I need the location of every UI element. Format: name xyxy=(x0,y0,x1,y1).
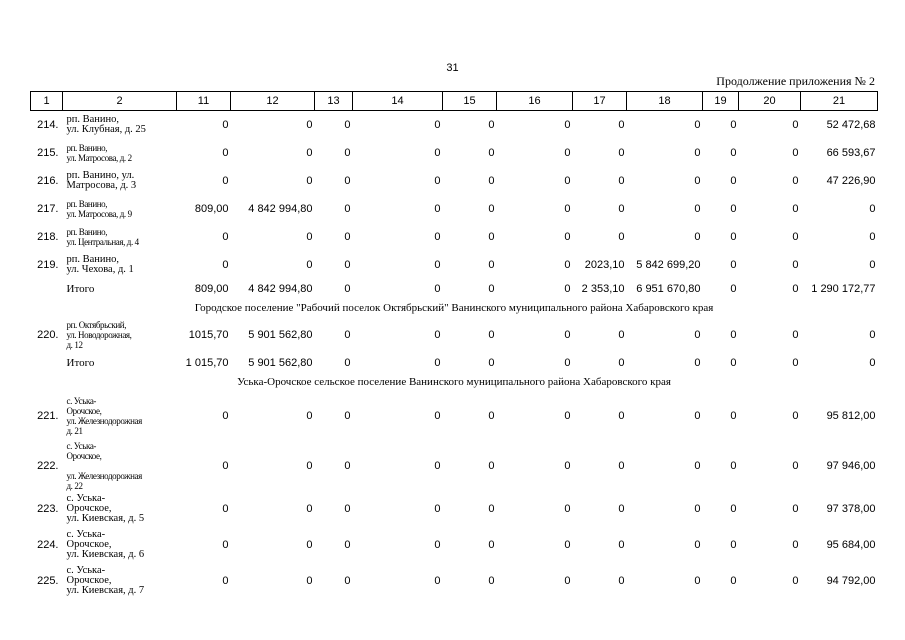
total-cell: 0 xyxy=(344,283,351,295)
value-cell: 2023,10 xyxy=(584,259,625,271)
value-cell: 0 xyxy=(306,539,313,551)
total-cell: 0 xyxy=(792,283,799,295)
row-number: 224. xyxy=(37,539,59,551)
total-row xyxy=(31,353,878,373)
data-table xyxy=(30,91,878,599)
value-cell: 0 xyxy=(306,119,313,131)
value-cell: 0 xyxy=(618,460,625,472)
value-cell: 0 xyxy=(344,231,351,243)
address-cell: рп. Ванино, ул. Матросова, д. 3 xyxy=(66,170,137,191)
table-row xyxy=(31,491,878,527)
address-cell: рп. Ванино, ул. Центральная, д. 4 xyxy=(66,227,139,247)
value-cell: 0 xyxy=(792,539,799,551)
value-cell: 0 xyxy=(564,503,571,515)
table-row xyxy=(31,195,878,223)
column-header: 16 xyxy=(497,92,573,111)
value-cell: 0 xyxy=(694,539,701,551)
value-cell: 0 xyxy=(222,539,229,551)
value-cell: 0 xyxy=(434,259,441,271)
value-cell: 0 xyxy=(344,203,351,215)
value-cell: 0 xyxy=(344,503,351,515)
total-cell: 0 xyxy=(564,283,571,295)
value-cell: 97 378,00 xyxy=(826,503,876,515)
value-cell: 0 xyxy=(792,119,799,131)
value-cell: 0 xyxy=(564,575,571,587)
header-row xyxy=(31,92,878,111)
table-row xyxy=(31,391,878,441)
value-cell: 0 xyxy=(694,575,701,587)
address-cell: рп. Ванино, ул. Матросова, д. 9 xyxy=(66,199,132,219)
value-cell: 0 xyxy=(564,203,571,215)
column-header: 21 xyxy=(801,92,878,111)
table-row xyxy=(31,111,878,140)
value-cell: 0 xyxy=(564,119,571,131)
value-cell: 5 842 699,20 xyxy=(636,259,701,271)
value-cell: 0 xyxy=(792,329,799,341)
total-cell: 0 xyxy=(730,357,737,369)
row-number: 215. xyxy=(37,147,59,159)
column-header: 2 xyxy=(63,92,177,111)
value-cell: 5 901 562,80 xyxy=(248,329,313,341)
value-cell: 0 xyxy=(618,503,625,515)
total-cell: 0 xyxy=(434,283,441,295)
table-row xyxy=(31,317,878,353)
value-cell: 0 xyxy=(792,203,799,215)
row-number: 219. xyxy=(37,259,59,271)
address-cell: рп. Октябрьский, ул. Новодорожная, д. 12 xyxy=(66,320,132,350)
value-cell: 0 xyxy=(222,410,229,422)
total-cell: 0 xyxy=(488,357,495,369)
value-cell: 0 xyxy=(488,575,495,587)
address-cell: рп. Ванино, ул. Матросова, д. 2 xyxy=(66,143,132,163)
total-cell: 0 xyxy=(618,357,625,369)
column-header: 17 xyxy=(573,92,627,111)
value-cell: 0 xyxy=(694,175,701,187)
address-cell: с. Уська- Орочское, ул. Железнодорожная д. 22 xyxy=(66,441,142,491)
value-cell: 0 xyxy=(488,203,495,215)
column-header: 13 xyxy=(315,92,353,111)
value-cell: 0 xyxy=(434,410,441,422)
total-cell: 0 xyxy=(792,357,799,369)
value-cell: 0 xyxy=(792,460,799,472)
value-cell: 0 xyxy=(792,175,799,187)
value-cell: 0 xyxy=(792,503,799,515)
value-cell: 0 xyxy=(869,231,876,243)
value-cell: 0 xyxy=(306,147,313,159)
total-cell: 0 xyxy=(694,357,701,369)
address-cell: рп. Ванино, ул. Чехова, д. 1 xyxy=(66,254,134,275)
total-cell: 6 951 670,80 xyxy=(636,283,701,295)
total-row xyxy=(31,279,878,299)
value-cell: 0 xyxy=(618,203,625,215)
value-cell: 0 xyxy=(694,460,701,472)
column-header: 18 xyxy=(627,92,703,111)
value-cell: 0 xyxy=(344,119,351,131)
value-cell: 66 593,67 xyxy=(826,147,876,159)
value-cell: 0 xyxy=(344,329,351,341)
section-heading: Городское поселение "Рабочий поселок Октябрьский" Ванинского муниципального района Хабаровского края xyxy=(194,302,714,314)
value-cell: 0 xyxy=(306,231,313,243)
value-cell: 0 xyxy=(694,329,701,341)
value-cell: 0 xyxy=(694,231,701,243)
value-cell: 0 xyxy=(694,147,701,159)
value-cell: 0 xyxy=(564,231,571,243)
value-cell: 0 xyxy=(694,410,701,422)
value-cell: 0 xyxy=(344,147,351,159)
value-cell: 0 xyxy=(306,259,313,271)
column-header: 12 xyxy=(231,92,315,111)
value-cell: 0 xyxy=(792,575,799,587)
value-cell: 0 xyxy=(434,575,441,587)
column-header: 1 xyxy=(31,92,63,111)
value-cell: 0 xyxy=(434,539,441,551)
value-cell: 0 xyxy=(434,119,441,131)
value-cell: 0 xyxy=(618,119,625,131)
value-cell: 0 xyxy=(564,329,571,341)
value-cell: 0 xyxy=(306,175,313,187)
value-cell: 0 xyxy=(730,539,737,551)
total-cell: 1 290 172,77 xyxy=(811,283,876,295)
address-cell: с. Уська- Орочское, ул. Железнодорожная д. 21 xyxy=(66,396,142,436)
total-cell: 809,00 xyxy=(194,283,229,295)
value-cell: 0 xyxy=(618,410,625,422)
value-cell: 4 842 994,80 xyxy=(248,203,313,215)
value-cell: 0 xyxy=(730,259,737,271)
value-cell: 0 xyxy=(344,175,351,187)
appendix-continuation-note: Продолжение приложения № 2 xyxy=(716,74,875,88)
table-row xyxy=(31,441,878,491)
value-cell: 0 xyxy=(488,539,495,551)
total-cell: 0 xyxy=(344,357,351,369)
value-cell: 52 472,68 xyxy=(826,119,876,131)
value-cell: 0 xyxy=(730,231,737,243)
value-cell: 0 xyxy=(306,460,313,472)
row-number: 220. xyxy=(37,329,59,341)
value-cell: 0 xyxy=(434,231,441,243)
value-cell: 0 xyxy=(488,147,495,159)
column-header: 14 xyxy=(353,92,443,111)
value-cell: 0 xyxy=(730,410,737,422)
section-heading-row xyxy=(31,373,878,391)
value-cell: 0 xyxy=(694,503,701,515)
row-number: 225. xyxy=(37,575,59,587)
value-cell: 0 xyxy=(344,460,351,472)
value-cell: 0 xyxy=(694,203,701,215)
value-cell: 0 xyxy=(730,175,737,187)
value-cell: 95 812,00 xyxy=(826,410,876,422)
value-cell: 0 xyxy=(792,231,799,243)
value-cell: 0 xyxy=(306,410,313,422)
value-cell: 0 xyxy=(618,175,625,187)
value-cell: 0 xyxy=(730,460,737,472)
value-cell: 0 xyxy=(222,175,229,187)
column-header: 11 xyxy=(177,92,231,111)
value-cell: 47 226,90 xyxy=(826,175,876,187)
row-number: 216. xyxy=(37,175,59,187)
value-cell: 0 xyxy=(730,203,737,215)
value-cell: 1015,70 xyxy=(188,329,229,341)
value-cell: 0 xyxy=(618,329,625,341)
value-cell: 0 xyxy=(694,119,701,131)
value-cell: 0 xyxy=(222,460,229,472)
value-cell: 0 xyxy=(488,231,495,243)
value-cell: 0 xyxy=(869,259,876,271)
value-cell: 0 xyxy=(222,259,229,271)
total-cell: 5 901 562,80 xyxy=(248,357,313,369)
value-cell: 809,00 xyxy=(194,203,229,215)
page-number: 31 xyxy=(446,62,459,74)
value-cell: 0 xyxy=(344,575,351,587)
value-cell: 0 xyxy=(222,147,229,159)
total-cell: 0 xyxy=(488,283,495,295)
value-cell: 0 xyxy=(344,259,351,271)
value-cell: 0 xyxy=(306,503,313,515)
value-cell: 0 xyxy=(434,147,441,159)
value-cell: 0 xyxy=(869,203,876,215)
table-row xyxy=(31,223,878,251)
section-heading-row xyxy=(31,299,878,317)
value-cell: 0 xyxy=(564,147,571,159)
value-cell: 0 xyxy=(730,575,737,587)
value-cell: 0 xyxy=(434,175,441,187)
value-cell: 0 xyxy=(564,539,571,551)
table-row xyxy=(31,527,878,563)
row-number: 217. xyxy=(37,203,59,215)
value-cell: 0 xyxy=(222,575,229,587)
column-header: 15 xyxy=(443,92,497,111)
total-cell: 4 842 994,80 xyxy=(248,283,313,295)
total-label: Итого xyxy=(66,357,95,369)
row-number: 222. xyxy=(37,460,59,472)
value-cell: 0 xyxy=(488,259,495,271)
total-cell: 0 xyxy=(869,357,876,369)
value-cell: 0 xyxy=(434,329,441,341)
value-cell: 0 xyxy=(434,203,441,215)
value-cell: 0 xyxy=(730,329,737,341)
value-cell: 0 xyxy=(869,329,876,341)
address-cell: рп. Ванино, ул. Клубная, д. 25 xyxy=(66,114,146,135)
value-cell: 0 xyxy=(792,410,799,422)
table-row xyxy=(31,139,878,167)
value-cell: 0 xyxy=(730,503,737,515)
value-cell: 0 xyxy=(792,259,799,271)
total-cell: 0 xyxy=(434,357,441,369)
row-number: 223. xyxy=(37,503,59,515)
address-cell: с. Уська- Орочское, ул. Киевская, д. 5 xyxy=(66,493,145,524)
value-cell: 0 xyxy=(564,410,571,422)
value-cell: 0 xyxy=(618,539,625,551)
value-cell: 0 xyxy=(222,119,229,131)
total-label: Итого xyxy=(66,283,95,295)
value-cell: 0 xyxy=(344,410,351,422)
address-cell: с. Уська- Орочское, ул. Киевская, д. 6 xyxy=(66,529,145,560)
value-cell: 97 946,00 xyxy=(826,460,876,472)
value-cell: 0 xyxy=(618,231,625,243)
value-cell: 94 792,00 xyxy=(826,575,876,587)
value-cell: 0 xyxy=(434,503,441,515)
value-cell: 0 xyxy=(488,410,495,422)
total-cell: 0 xyxy=(730,283,737,295)
value-cell: 0 xyxy=(618,575,625,587)
section-heading: Уська-Орочское сельское поселение Ванинского муниципального района Хабаровского края xyxy=(237,376,671,388)
column-header: 19 xyxy=(703,92,739,111)
value-cell: 0 xyxy=(344,539,351,551)
row-number: 214. xyxy=(37,119,59,131)
value-cell: 0 xyxy=(730,147,737,159)
table-row xyxy=(31,563,878,599)
value-cell: 0 xyxy=(488,329,495,341)
value-cell: 0 xyxy=(306,575,313,587)
value-cell: 0 xyxy=(488,119,495,131)
value-cell: 0 xyxy=(618,147,625,159)
value-cell: 0 xyxy=(564,259,571,271)
address-cell: с. Уська- Орочское, ул. Киевская, д. 7 xyxy=(66,565,145,596)
value-cell: 0 xyxy=(488,460,495,472)
value-cell: 0 xyxy=(564,175,571,187)
value-cell: 0 xyxy=(792,147,799,159)
total-cell: 0 xyxy=(564,357,571,369)
column-header: 20 xyxy=(739,92,801,111)
value-cell: 0 xyxy=(434,460,441,472)
total-cell: 1 015,70 xyxy=(185,357,229,369)
value-cell: 0 xyxy=(488,503,495,515)
value-cell: 0 xyxy=(222,503,229,515)
total-cell: 2 353,10 xyxy=(581,283,625,295)
table-row xyxy=(31,251,878,279)
value-cell: 95 684,00 xyxy=(826,539,876,551)
row-number: 221. xyxy=(37,410,59,422)
value-cell: 0 xyxy=(730,119,737,131)
table-row xyxy=(31,167,878,195)
value-cell: 0 xyxy=(222,231,229,243)
value-cell: 0 xyxy=(564,460,571,472)
row-number: 218. xyxy=(37,231,59,243)
value-cell: 0 xyxy=(488,175,495,187)
